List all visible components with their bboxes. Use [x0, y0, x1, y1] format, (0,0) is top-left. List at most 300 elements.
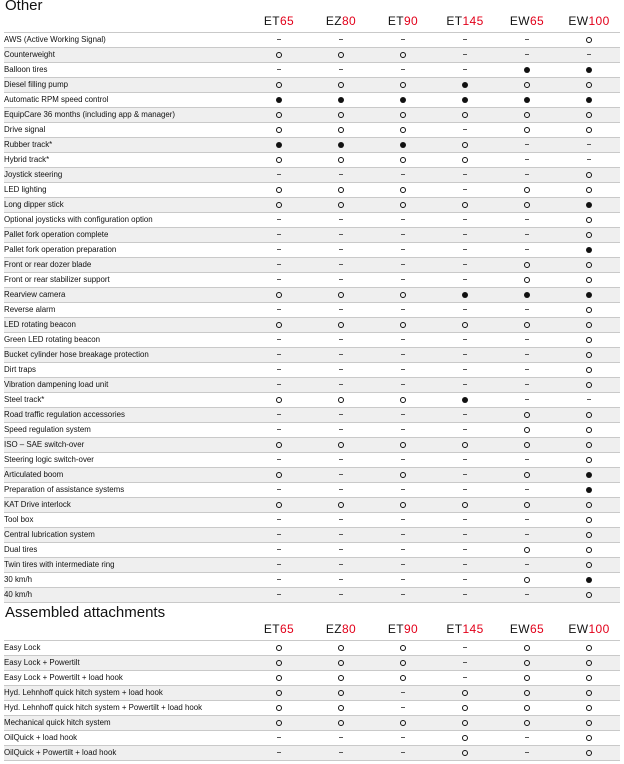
table-row — [4, 543, 620, 558]
not-available-icon — [401, 692, 405, 693]
optional-icon — [400, 157, 406, 163]
optional-icon — [276, 127, 282, 133]
availability-cell — [496, 183, 558, 198]
optional-icon — [400, 202, 406, 208]
availability-cell — [248, 558, 310, 573]
optional-icon — [524, 202, 530, 208]
standard-icon — [462, 82, 468, 88]
feature-label: Mechanical quick hitch system — [4, 716, 248, 731]
model-prefix: ET — [387, 14, 404, 28]
optional-icon — [462, 735, 468, 741]
availability-cell — [558, 288, 620, 303]
optional-icon — [400, 397, 406, 403]
availability-cell — [558, 138, 620, 153]
optional-icon — [524, 547, 530, 553]
availability-cell — [372, 528, 434, 543]
model-prefix: ET — [263, 622, 280, 636]
not-available-icon — [339, 354, 343, 355]
optional-icon — [586, 427, 592, 433]
availability-cell — [372, 656, 434, 671]
availability-cell — [496, 33, 558, 48]
optional-icon — [524, 322, 530, 328]
availability-cell — [558, 363, 620, 378]
feature-label: Twin tires with intermediate ring — [4, 558, 248, 573]
availability-cell — [434, 243, 496, 258]
table-row — [4, 213, 620, 228]
model-prefix: EW — [509, 622, 530, 636]
optional-icon — [586, 307, 592, 313]
not-available-icon — [463, 189, 467, 190]
table-row — [4, 288, 620, 303]
optional-icon — [524, 675, 530, 681]
model-column-header — [434, 8, 496, 33]
feature-label: Joystick steering — [4, 168, 248, 183]
not-available-icon — [339, 339, 343, 340]
not-available-icon — [277, 737, 281, 738]
availability-cell — [310, 318, 372, 333]
optional-icon — [586, 37, 592, 43]
availability-cell — [434, 408, 496, 423]
model-number: 145 — [462, 622, 484, 636]
optional-icon — [586, 172, 592, 178]
availability-cell — [434, 183, 496, 198]
availability-cell — [434, 656, 496, 671]
availability-cell — [434, 641, 496, 656]
optional-icon — [338, 202, 344, 208]
not-available-icon — [525, 54, 529, 55]
not-available-icon — [277, 564, 281, 565]
not-available-icon — [587, 54, 591, 55]
feature-column-header — [4, 616, 248, 641]
feature-label: KAT Drive interlock — [4, 498, 248, 513]
not-available-icon — [401, 219, 405, 220]
availability-cell — [248, 183, 310, 198]
not-available-icon — [463, 662, 467, 663]
availability-cell — [248, 543, 310, 558]
table-row — [4, 468, 620, 483]
table-row — [4, 228, 620, 243]
model-number: 90 — [403, 622, 419, 636]
availability-cell — [496, 273, 558, 288]
availability-cell — [434, 198, 496, 213]
availability-cell — [434, 746, 496, 761]
optional-icon — [338, 157, 344, 163]
availability-cell — [434, 258, 496, 273]
optional-icon — [462, 705, 468, 711]
optional-icon — [338, 82, 344, 88]
feature-label: Easy Lock + Powertilt — [4, 656, 248, 671]
optional-icon — [524, 577, 530, 583]
standard-icon — [586, 67, 592, 73]
optional-icon — [586, 262, 592, 268]
availability-cell — [248, 513, 310, 528]
availability-cell — [372, 408, 434, 423]
feature-label: Reverse alarm — [4, 303, 248, 318]
optional-icon — [276, 675, 282, 681]
table-row — [4, 123, 620, 138]
availability-cell — [496, 318, 558, 333]
not-available-icon — [401, 594, 405, 595]
table-row — [4, 423, 620, 438]
feature-label: Pallet fork operation complete — [4, 228, 248, 243]
availability-cell — [558, 33, 620, 48]
availability-cell — [248, 363, 310, 378]
availability-cell — [496, 453, 558, 468]
availability-cell — [310, 243, 372, 258]
availability-cell — [434, 558, 496, 573]
model-name — [510, 622, 544, 636]
not-available-icon — [463, 339, 467, 340]
availability-cell — [496, 588, 558, 603]
not-available-icon — [525, 159, 529, 160]
standard-icon — [524, 67, 530, 73]
availability-cell — [558, 558, 620, 573]
model-number: 80 — [341, 622, 357, 636]
availability-cell — [558, 78, 620, 93]
availability-cell — [372, 123, 434, 138]
model-prefix: ET — [263, 14, 280, 28]
not-available-icon — [463, 579, 467, 580]
availability-cell — [372, 303, 434, 318]
not-available-icon — [463, 354, 467, 355]
availability-cell — [248, 78, 310, 93]
not-available-icon — [525, 369, 529, 370]
availability-cell — [558, 108, 620, 123]
optional-icon — [586, 660, 592, 666]
model-prefix: EW — [568, 622, 589, 636]
availability-cell — [372, 138, 434, 153]
model-column-header — [372, 8, 434, 33]
availability-cell — [558, 348, 620, 363]
not-available-icon — [525, 399, 529, 400]
not-available-icon — [277, 309, 281, 310]
not-available-icon — [339, 534, 343, 535]
feature-label: Long dipper stick — [4, 198, 248, 213]
not-available-icon — [277, 594, 281, 595]
availability-cell — [372, 731, 434, 746]
optional-icon — [586, 750, 592, 756]
availability-cell — [372, 453, 434, 468]
feature-label: Rubber track* — [4, 138, 248, 153]
availability-cell — [372, 33, 434, 48]
availability-cell — [558, 63, 620, 78]
availability-cell — [310, 573, 372, 588]
availability-cell — [248, 393, 310, 408]
optional-icon — [586, 457, 592, 463]
not-available-icon — [277, 39, 281, 40]
availability-cell — [434, 78, 496, 93]
optional-icon — [586, 367, 592, 373]
availability-cell — [310, 483, 372, 498]
availability-cell — [248, 671, 310, 686]
not-available-icon — [339, 264, 343, 265]
optional-icon — [524, 427, 530, 433]
feature-label: Easy Lock — [4, 641, 248, 656]
optional-icon — [400, 472, 406, 478]
standard-icon — [586, 247, 592, 253]
optional-icon — [338, 52, 344, 58]
standard-icon — [586, 202, 592, 208]
not-available-icon — [277, 384, 281, 385]
availability-cell — [434, 33, 496, 48]
optional-icon — [400, 502, 406, 508]
optional-icon — [400, 660, 406, 666]
not-available-icon — [463, 564, 467, 565]
feature-label: Central lubrication system — [4, 528, 248, 543]
availability-cell — [372, 48, 434, 63]
availability-cell — [310, 731, 372, 746]
optional-icon — [586, 517, 592, 523]
not-available-icon — [463, 647, 467, 648]
optional-icon — [400, 112, 406, 118]
availability-cell — [310, 393, 372, 408]
availability-cell — [558, 408, 620, 423]
feature-label: Dual tires — [4, 543, 248, 558]
model-number: 65 — [279, 14, 295, 28]
availability-cell — [496, 558, 558, 573]
availability-cell — [310, 33, 372, 48]
availability-cell — [496, 93, 558, 108]
table-row — [4, 558, 620, 573]
feature-label: ISO – SAE switch-over — [4, 438, 248, 453]
not-available-icon — [277, 429, 281, 430]
model-column-header — [496, 616, 558, 641]
availability-cell — [496, 228, 558, 243]
not-available-icon — [401, 534, 405, 535]
availability-cell — [248, 378, 310, 393]
availability-cell — [372, 701, 434, 716]
not-available-icon — [401, 579, 405, 580]
availability-cell — [372, 168, 434, 183]
optional-icon — [462, 502, 468, 508]
not-available-icon — [463, 429, 467, 430]
optional-icon — [586, 322, 592, 328]
availability-cell — [248, 731, 310, 746]
availability-cell — [558, 438, 620, 453]
feature-label: Speed regulation system — [4, 423, 248, 438]
availability-cell — [434, 513, 496, 528]
availability-cell — [434, 108, 496, 123]
feature-label: Dirt traps — [4, 363, 248, 378]
table-row — [4, 258, 620, 273]
optional-icon — [462, 142, 468, 148]
availability-cell — [496, 213, 558, 228]
availability-cell — [496, 528, 558, 543]
optional-icon — [276, 157, 282, 163]
optional-icon — [586, 127, 592, 133]
model-name — [510, 14, 544, 28]
optional-icon — [586, 232, 592, 238]
availability-cell — [372, 93, 434, 108]
optional-icon — [338, 690, 344, 696]
feature-label: 30 km/h — [4, 573, 248, 588]
availability-cell — [310, 63, 372, 78]
availability-cell — [496, 716, 558, 731]
availability-cell — [434, 731, 496, 746]
not-available-icon — [401, 369, 405, 370]
not-available-icon — [401, 69, 405, 70]
standard-icon — [586, 487, 592, 493]
not-available-icon — [401, 339, 405, 340]
standard-icon — [524, 97, 530, 103]
availability-cell — [310, 138, 372, 153]
other-equipment-table — [4, 8, 620, 603]
not-available-icon — [525, 489, 529, 490]
availability-cell — [434, 363, 496, 378]
not-available-icon — [463, 249, 467, 250]
availability-cell — [558, 93, 620, 108]
availability-cell — [372, 243, 434, 258]
optional-icon — [338, 720, 344, 726]
optional-icon — [586, 735, 592, 741]
availability-cell — [248, 303, 310, 318]
availability-cell — [248, 258, 310, 273]
model-column-header — [372, 616, 434, 641]
availability-cell — [434, 588, 496, 603]
availability-cell — [248, 138, 310, 153]
feature-label: Balloon tires — [4, 63, 248, 78]
model-number: 145 — [462, 14, 484, 28]
availability-cell — [310, 513, 372, 528]
availability-cell — [496, 573, 558, 588]
not-available-icon — [339, 549, 343, 550]
standard-icon — [462, 292, 468, 298]
optional-icon — [276, 705, 282, 711]
not-available-icon — [401, 752, 405, 753]
feature-label: Bucket cylinder hose breakage protection — [4, 348, 248, 363]
optional-icon — [586, 645, 592, 651]
optional-icon — [400, 675, 406, 681]
feature-label: Front or rear stabilizer support — [4, 273, 248, 288]
optional-icon — [400, 187, 406, 193]
availability-cell — [248, 333, 310, 348]
availability-cell — [434, 63, 496, 78]
availability-cell — [434, 686, 496, 701]
availability-cell — [372, 363, 434, 378]
availability-cell — [434, 123, 496, 138]
availability-cell — [310, 558, 372, 573]
availability-cell — [310, 656, 372, 671]
optional-icon — [586, 412, 592, 418]
feature-label: OilQuick + load hook — [4, 731, 248, 746]
availability-cell — [558, 393, 620, 408]
optional-icon — [276, 442, 282, 448]
availability-cell — [434, 483, 496, 498]
availability-cell — [310, 543, 372, 558]
availability-cell — [496, 198, 558, 213]
feature-label: Rearview camera — [4, 288, 248, 303]
availability-cell — [248, 228, 310, 243]
table-row — [4, 393, 620, 408]
not-available-icon — [463, 414, 467, 415]
availability-cell — [434, 318, 496, 333]
availability-cell — [496, 701, 558, 716]
availability-cell — [310, 498, 372, 513]
optional-icon — [400, 292, 406, 298]
model-name — [446, 622, 483, 636]
optional-icon — [524, 660, 530, 666]
optional-icon — [524, 705, 530, 711]
not-available-icon — [339, 737, 343, 738]
availability-cell — [434, 348, 496, 363]
availability-cell — [310, 153, 372, 168]
table-row — [4, 183, 620, 198]
availability-cell — [372, 393, 434, 408]
availability-cell — [558, 573, 620, 588]
not-available-icon — [401, 414, 405, 415]
table-row — [4, 78, 620, 93]
availability-cell — [558, 423, 620, 438]
table-row — [4, 641, 620, 656]
availability-cell — [248, 213, 310, 228]
availability-cell — [248, 438, 310, 453]
optional-icon — [400, 52, 406, 58]
not-available-icon — [339, 249, 343, 250]
not-available-icon — [587, 144, 591, 145]
availability-cell — [496, 731, 558, 746]
not-available-icon — [463, 489, 467, 490]
availability-cell — [558, 123, 620, 138]
availability-cell — [496, 408, 558, 423]
availability-cell — [558, 716, 620, 731]
table-row — [4, 701, 620, 716]
not-available-icon — [339, 459, 343, 460]
availability-cell — [496, 138, 558, 153]
availability-cell — [434, 153, 496, 168]
availability-cell — [558, 671, 620, 686]
not-available-icon — [401, 489, 405, 490]
availability-cell — [310, 213, 372, 228]
availability-cell — [558, 303, 620, 318]
table-row — [4, 656, 620, 671]
not-available-icon — [277, 752, 281, 753]
optional-icon — [524, 277, 530, 283]
table-row — [4, 63, 620, 78]
standard-icon — [586, 577, 592, 583]
not-available-icon — [401, 39, 405, 40]
optional-icon — [586, 675, 592, 681]
availability-cell — [434, 48, 496, 63]
not-available-icon — [339, 279, 343, 280]
model-column-header — [558, 616, 620, 641]
availability-cell — [496, 746, 558, 761]
feature-label: Hybrid track* — [4, 153, 248, 168]
availability-cell — [496, 333, 558, 348]
model-column-header — [558, 8, 620, 33]
model-name — [568, 622, 609, 636]
availability-cell — [558, 528, 620, 543]
table-row — [4, 168, 620, 183]
model-column-header — [434, 616, 496, 641]
optional-icon — [400, 322, 406, 328]
optional-icon — [276, 187, 282, 193]
optional-icon — [400, 720, 406, 726]
availability-cell — [310, 168, 372, 183]
not-available-icon — [277, 219, 281, 220]
optional-icon — [586, 532, 592, 538]
model-column-header — [248, 616, 310, 641]
availability-cell — [496, 78, 558, 93]
availability-cell — [248, 716, 310, 731]
optional-icon — [400, 127, 406, 133]
feature-label: Preparation of assistance systems — [4, 483, 248, 498]
model-number: 65 — [279, 622, 295, 636]
availability-cell — [248, 468, 310, 483]
not-available-icon — [525, 519, 529, 520]
feature-label: Hyd. Lehnhoff quick hitch system + load hook — [4, 686, 248, 701]
standard-icon — [400, 97, 406, 103]
not-available-icon — [463, 264, 467, 265]
